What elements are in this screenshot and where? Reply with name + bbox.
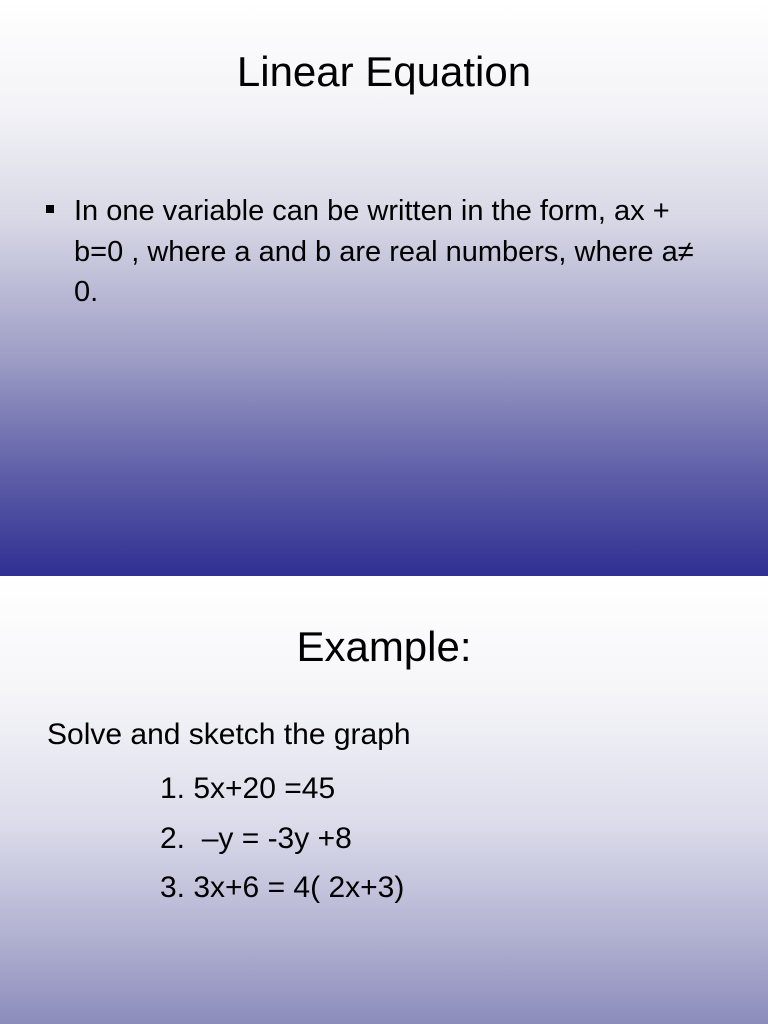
bullet-item: [46, 191, 726, 313]
problem-item: 1. 5x+20 =45: [160, 772, 336, 805]
problem-item: 3. 3x+6 = 4( 2x+3): [160, 871, 405, 904]
instruction-text: Solve and sketch the graph: [47, 718, 411, 751]
square-bullet-icon: [46, 205, 54, 213]
problem-list: [160, 764, 404, 913]
slide-title: Example:: [296, 623, 472, 670]
slide-title: Linear Equation: [236, 48, 532, 95]
bullet-text: In one variable can be written in the form, ax + b=0 , where a and b are real numbers, where a≠ 0.: [74, 195, 694, 308]
slide-example: [0, 576, 768, 1024]
problem-item: 2. –y = -3y +8: [160, 821, 352, 855]
